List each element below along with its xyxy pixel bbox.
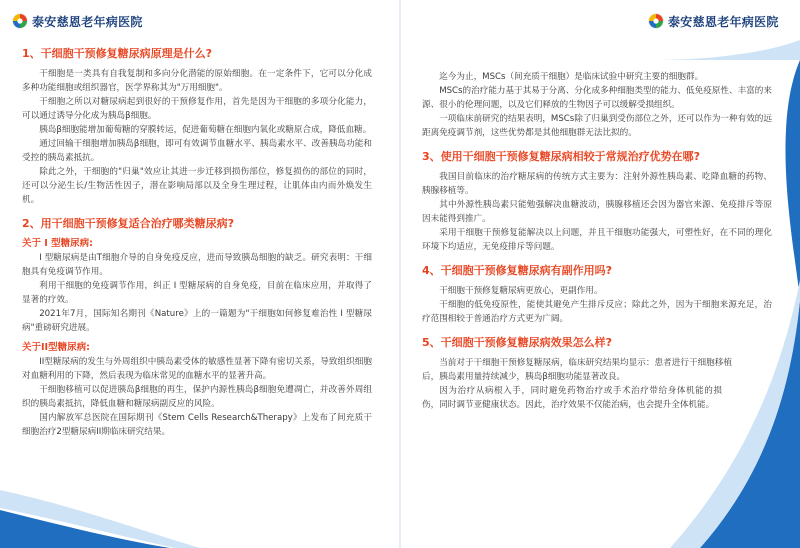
- section-4-paragraph-2: 干细胞的低免疫原性，能使其避免产生排斥反应；除此之外，因为干细胞来源充足，治疗范围相较于普通治疗方式更为广阔。: [422, 300, 772, 324]
- section-3-title: 3、使用干细胞干预修复糖尿病相较于常规治疗优势在哪?: [422, 150, 701, 163]
- hospital-logo-icon: [648, 13, 664, 29]
- intro-paragraph-3: 一项临床前研究的结果表明，MSCs除了归巢到受伤部位之外，还可以作为一种有效的远距离免疫调节剂，这些优势都是其他细胞群无法比拟的。: [422, 114, 772, 138]
- section-5-title: 5、干细胞干预修复糖尿病效果怎么样?: [422, 336, 613, 349]
- section-3-paragraph-1: 我国目前临床的治疗糖尿病的传统方式主要为：注射外源性胰岛素、吃降血糖的药物、胰腺移植等。: [422, 172, 772, 196]
- right-page: [400, 0, 800, 548]
- section-4-title: 4、干细胞干预修复糖尿病有副作用吗?: [422, 264, 613, 277]
- section-2-paragraph-1: I 型糖尿病是由T细胞介导的自身免疫反应，进而导致胰岛细胞的缺乏。研究表明：干细胞具有免疫调节作用。: [22, 253, 372, 277]
- section-1-paragraph-2: 干细胞之所以对糖尿病起到很好的干预修复作用，首先是因为干细胞的多项分化能力，可以通过诱导分化成为胰岛β细胞。: [22, 97, 372, 121]
- section-5-paragraph-2: 因为治疗从病根入手，同时避免药物治疗或手术治疗带给身体机能的损伤，同时调节亚健康状态。因此，治疗效果不仅能治病，也会提升全体机能。: [422, 386, 722, 410]
- intro-paragraph-1: 迄今为止，MSCs（间充质干细胞）是临床试验中研究主要的细胞群。: [439, 72, 704, 82]
- section-3-paragraph-3: 采用干细胞干预修复能解决以上问题，并且干细胞功能强大，可塑性好，在不同的理化环境下均适应，无免疫排斥等问题。: [422, 228, 772, 252]
- section-4-paragraph-1: 干细胞干预修复糖尿病更放心，更副作用。: [439, 286, 603, 296]
- section-1-paragraph-1: 干细胞是一类具有自我复制和多向分化潜能的原始细胞。在一定条件下，它可以分化成多种功能细胞或组织器官，医学界称其为"万用细胞"。: [22, 69, 372, 93]
- section-2-title: 2、用干细胞干预修复适合治疗哪类糖尿病?: [22, 217, 235, 230]
- intro-paragraph-2: MSCs的治疗能力基于其易于分离、分化成多种细胞类型的能力、低免疫原性、丰富的来源、很小的伦理问题，以及它们释放的生物因子可以缓解受损组织。: [422, 86, 772, 110]
- section-1-title: 1、干细胞干预修复糖尿病原理是什么?: [22, 47, 213, 60]
- left-header: [12, 10, 143, 32]
- hospital-name: 泰安慈恩老年病医院: [32, 14, 143, 29]
- section-2-paragraph-6: 国内解放军总医院在国际期刊《Stem Cells Research&Therapy》上发布了间充质干细胞治疗2型糖尿病II期临床研究结果。: [22, 413, 372, 437]
- hospital-name: 泰安慈恩老年病医院: [668, 14, 779, 29]
- left-content: [22, 46, 372, 439]
- hospital-logo-icon: [12, 13, 28, 29]
- section-2-subtitle-type1: 关于 I 型糖尿病:: [22, 238, 93, 249]
- section-2-paragraph-5: 干细胞移植可以促进胰岛β细胞的再生，保护内源性胰岛β细胞免遭凋亡，并改善外周组织的胰岛素抵抗，降低血糖和糖尿病副反应的风险。: [22, 385, 372, 409]
- section-1-paragraph-4: 通过回输干细胞增加胰岛β细胞，即可有效调节血糖水平、胰岛素水平、改善胰岛功能和受控的胰岛素抵抗。: [22, 139, 372, 163]
- section-5-paragraph-1: 当前对于干细胞干预修复糖尿病，临床研究结果均显示：患者进行干细胞移植后，胰岛素用量持续减少，胰岛β细胞功能显著改良。: [422, 358, 732, 382]
- section-2-paragraph-3: 2021年7月，国际知名期刊《Nature》上的一篇题为"干细胞如何修复难治性 I 型糖尿病"重磅研究进展。: [22, 309, 372, 333]
- section-2-subtitle-type2: 关于II型糖尿病:: [22, 342, 90, 353]
- right-content: [422, 70, 772, 412]
- section-2-paragraph-4: II型糖尿病的发生与外周组织中胰岛素受体的敏感性显著下降有密切关系，导致组织细胞对血糖利用的下降，然后表现为临床常见的血糖水平的显著升高。: [22, 357, 372, 381]
- section-3-paragraph-2: 其中外源性胰岛素只能勉强解决血糖波动，胰腺移植还会因为器官来源、免疫排斥等原因未能得到推广。: [422, 200, 772, 224]
- right-header: [648, 10, 779, 32]
- section-1-paragraph-5: 除此之外，干细胞的"归巢"效应让其进一步迁移到损伤部位，修复损伤的部位的同时，还可以分泌生长/生物活性因子，潜在影响局部以及全身生理过程，让肌体由内而外焕发生机。: [22, 167, 372, 205]
- section-2-paragraph-2: 利用干细胞的免疫调节作用，纠正 I 型糖尿病的自身免疫，目前在临床应用，并取得了显著的疗效。: [22, 281, 372, 305]
- section-1-paragraph-3: 胰岛β细胞能增加葡萄糖的穿膜转运，促进葡萄糖在细胞内氧化或糖原合成，降低血糖。: [39, 125, 372, 135]
